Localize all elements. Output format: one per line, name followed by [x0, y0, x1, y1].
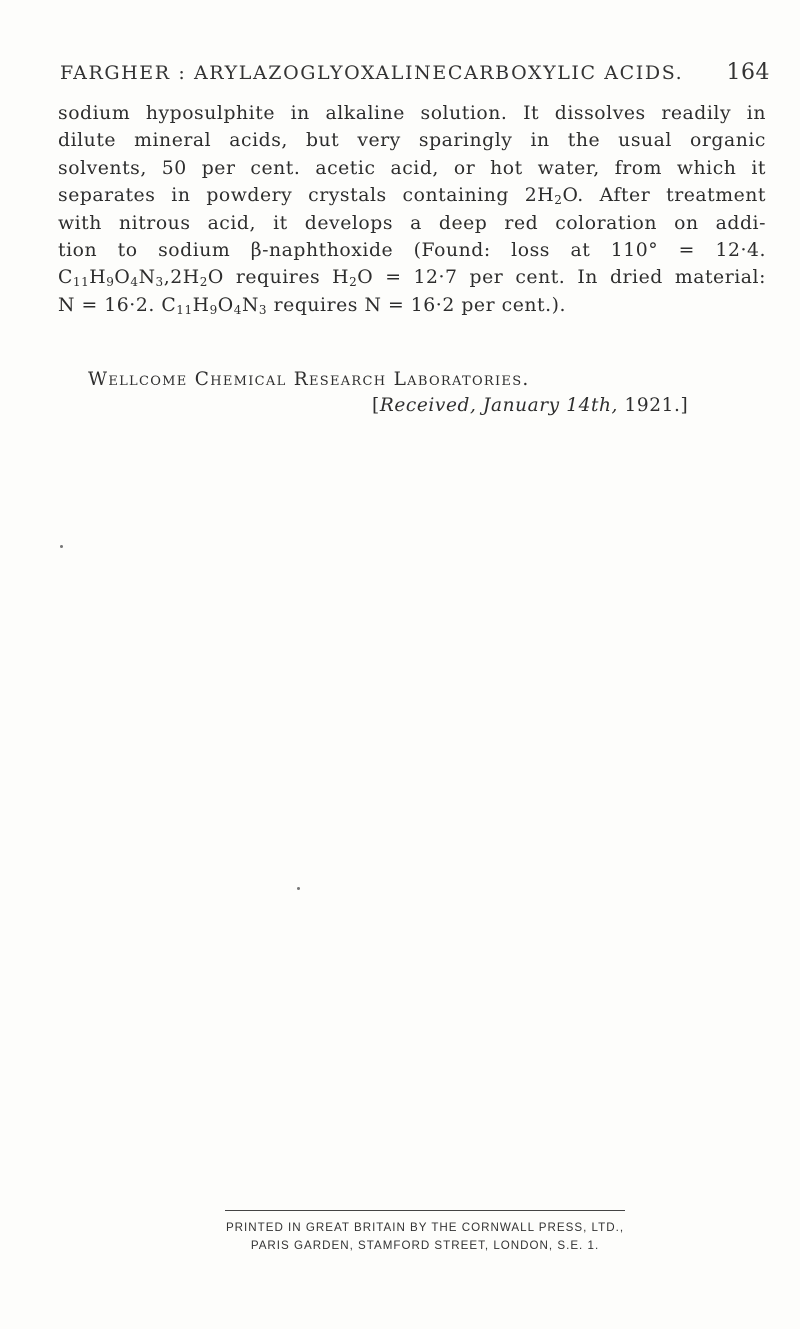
affiliation: Wellcome Chemical Research Laboratories. — [88, 369, 530, 390]
body-paragraph — [58, 100, 766, 319]
text-line: N = 16·2. $C_{11}H_9O_4N_3$ requires N = 16·2 per cent.). — [58, 294, 567, 317]
print-speck — [60, 545, 63, 548]
running-head — [60, 60, 770, 85]
text-line: solvents, 50 per cent. acetic acid, or hot water, from which it — [58, 157, 766, 179]
printer-imprint — [225, 1210, 625, 1255]
imprint-line: PRINTED IN GREAT BRITAIN BY THE CORNWALL PRESS, LTD., — [225, 1221, 625, 1234]
print-speck — [297, 887, 300, 890]
text-line: tion to sodium β-naphthoxide (Found: loss at 110° = 12·4. — [58, 239, 766, 261]
text-line: separates in powdery crystals containing $2H_2O$. After treatment — [58, 185, 766, 208]
page-number: 164 — [726, 60, 770, 85]
text-line: $C_{11}H_9O_4N_3,2H_2O$ requires $H_2O = 12\cdot 7$ per cent. In dried material: — [58, 267, 766, 290]
running-head-title: FARGHER : ARYLAZOGLYOXALINECARBOXYLIC ACIDS. — [60, 62, 684, 84]
received-date: [Received, January 14th, 1921.] — [372, 395, 689, 416]
text-line: sodium hyposulphite in alkaline solution. It dissolves readily in — [58, 103, 766, 124]
text-line: with nitrous acid, it develops a deep red coloration on addi- — [58, 212, 766, 234]
text-line: dilute mineral acids, but very sparingly in the usual organic — [58, 130, 766, 152]
imprint-line: PARIS GARDEN, STAMFORD STREET, LONDON, S.E. 1. — [250, 1239, 600, 1252]
